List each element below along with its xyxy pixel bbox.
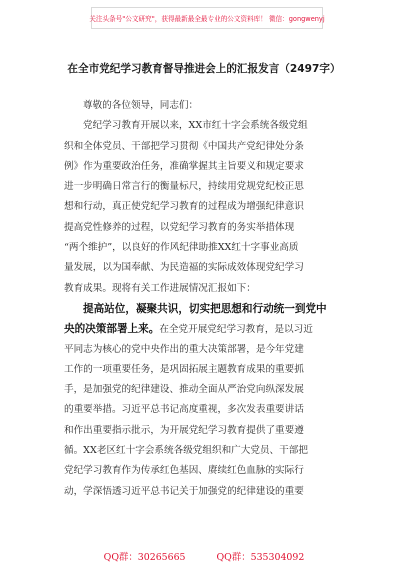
paragraph-line: 教育成果。现将有关工作进展情况汇报如下： (64, 282, 256, 294)
paragraph-line: 动，学深悟透习近平总书记关于加强党的纪律建设的重要 (64, 485, 304, 497)
paragraph-line: 量发展，以为国奉献、为民造福的实际成效体现党纪学习 (64, 262, 304, 274)
paragraph-line: 循。XX老区红十字会系统各级党组织和广大党员、干部把 (64, 445, 308, 457)
paragraph-line: 织和全体党员、干部把学习贯彻《中国共产党纪律处分条 (64, 140, 304, 152)
section-heading-continued (64, 319, 354, 339)
paragraph-line: 和作出重要指示批示，为开展党纪学习教育提供了重要遵 (64, 424, 304, 436)
document-title: 在全市党纪学习教育督导推进会上的汇报发言（2497字） (67, 63, 341, 75)
footer-qq-group-2: QQ群：535304092 (216, 552, 305, 563)
paragraph-line-start: 在全党开展党纪学习教育，是以习近 (159, 324, 313, 336)
paragraph-line: 例》作为重要政治任务，准确掌握其主旨要义和规定要求 (64, 160, 304, 172)
promo-banner (91, 7, 323, 29)
footer-qq-group-1: QQ群：30265665 (103, 552, 186, 563)
section-heading (64, 299, 354, 340)
paragraph-line: 想和行动，真正使党纪学习教育的过程成为增强纪律意识 (64, 201, 304, 213)
paragraph-line: “两个维护”，以良好的作风纪律助推XX红十字事业高质 (64, 242, 299, 254)
paragraph-intro (64, 116, 354, 299)
document-body (64, 96, 354, 502)
salutation: 尊敬的各位领导，同志们： (83, 100, 199, 111)
paragraph-line: 进一步明确日常言行的衡量标尺，持续用党规党纪校正思 (64, 181, 304, 193)
paragraph-line: 党纪学习教育开展以来，XX市红十字会系统各级党组 (83, 120, 308, 132)
paragraph-line: 工作的一项重要任务，是巩固拓展主题教育成果的重要抓 (64, 363, 304, 375)
paragraph-line: 手，是加强党的纪律建设、推动全面从严治党向纵深发展 (64, 384, 304, 396)
paragraph-line: 党纪学习教育作为传承红色基因、赓续红色血脉的实际行 (64, 465, 304, 477)
paragraph-line: 的重要举措。习近平总书记高度重视，多次发表重要讲话 (64, 404, 304, 416)
section-heading-line: 提高站位，凝聚共识，切实把思想和行动统一到党中 (83, 302, 327, 315)
promo-banner-text: 关注头条号"公文研究"，获得最新最全最专业的公文资料库！ 微信：gongwenyj (89, 15, 325, 23)
paragraph-line: 平同志为核心的党中央作出的重大决策部署，是今年党建 (64, 343, 304, 355)
paragraph-section-one (64, 340, 354, 502)
section-heading-line: 央的决策部署上来。 (64, 323, 160, 336)
paragraph-line: 提高党性修养的过程，以党纪学习教育的务实举措体现 (64, 221, 295, 233)
footer-contact (0, 549, 408, 565)
